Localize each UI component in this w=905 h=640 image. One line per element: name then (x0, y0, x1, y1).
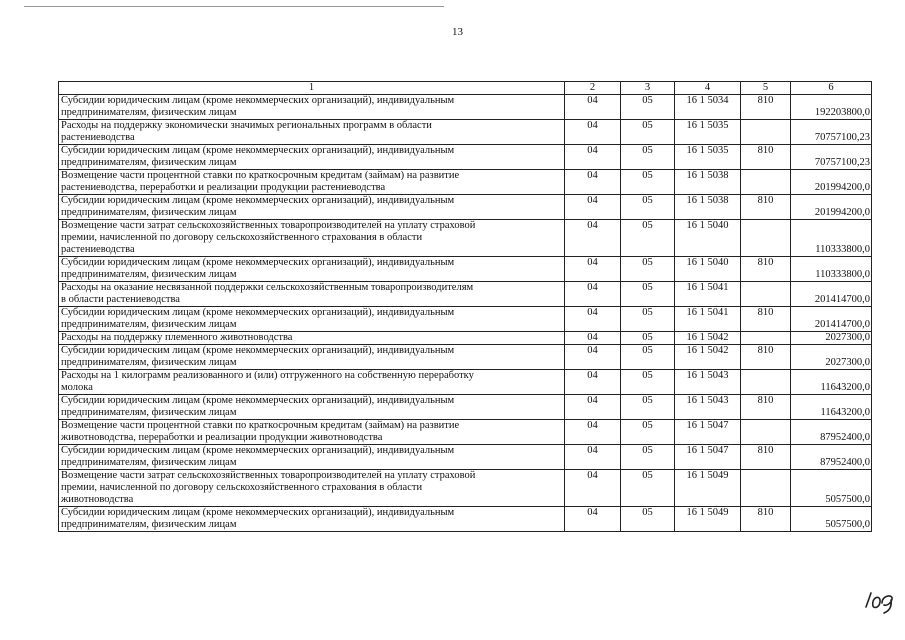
cell-subsection: 05 (621, 195, 675, 220)
header-col-1: 1 (59, 82, 565, 95)
table-row (59, 220, 872, 257)
cell-description: Субсидии юридическим лицам (кроме некоммерческих организаций), индивидуальным предпринимателям, физическим лицам (59, 395, 565, 420)
header-col-5: 5 (741, 82, 791, 95)
cell-target-article: 16 1 5047 (675, 420, 741, 445)
table-row (59, 345, 872, 370)
cell-description: Расходы на поддержку племенного животноводства (59, 332, 565, 345)
cell-description: Возмещение части процентной ставки по краткосрочным кредитам (займам) на развитие животноводства, переработки и реализации продукции животноводства (59, 420, 565, 445)
cell-expense-type: 810 (741, 345, 791, 370)
cell-subsection: 05 (621, 420, 675, 445)
page-number: 13 (452, 26, 463, 38)
table-row (59, 307, 872, 332)
cell-amount: 70757100,23 (791, 120, 872, 145)
cell-target-article: 16 1 5038 (675, 170, 741, 195)
cell-expense-type: 810 (741, 195, 791, 220)
table-row (59, 170, 872, 195)
cell-expense-type: 810 (741, 507, 791, 532)
cell-target-article: 16 1 5035 (675, 120, 741, 145)
cell-description: Субсидии юридическим лицам (кроме некоммерческих организаций), индивидуальным предпринимателям, физическим лицам (59, 195, 565, 220)
cell-section: 04 (565, 120, 621, 145)
cell-amount: 70757100,23 (791, 145, 872, 170)
cell-section: 04 (565, 145, 621, 170)
table-row (59, 395, 872, 420)
cell-amount: 11643200,0 (791, 395, 872, 420)
cell-description: Субсидии юридическим лицам (кроме некоммерческих организаций), индивидуальным предпринимателям, физическим лицам (59, 345, 565, 370)
cell-description: Расходы на 1 килограмм реализованного и (или) отгруженного на собственную переработку молока (59, 370, 565, 395)
cell-target-article: 16 1 5041 (675, 282, 741, 307)
table-body (59, 95, 872, 532)
budget-table (58, 81, 872, 532)
cell-subsection: 05 (621, 120, 675, 145)
cell-description: Расходы на оказание несвязанной поддержки сельскохозяйственным товаропроизводителям в области растениеводства (59, 282, 565, 307)
header-col-4: 4 (675, 82, 741, 95)
cell-description: Субсидии юридическим лицам (кроме некоммерческих организаций), индивидуальным предпринимателям, физическим лицам (59, 95, 565, 120)
cell-amount: 201414700,0 (791, 282, 872, 307)
cell-expense-type (741, 370, 791, 395)
cell-expense-type (741, 220, 791, 257)
cell-expense-type: 810 (741, 395, 791, 420)
cell-subsection: 05 (621, 507, 675, 532)
cell-amount: 192203800,0 (791, 95, 872, 120)
cell-description: Возмещение части процентной ставки по краткосрочным кредитам (займам) на развитие растениеводства, переработки и реализации продукции растениеводства (59, 170, 565, 195)
cell-subsection: 05 (621, 307, 675, 332)
cell-target-article: 16 1 5047 (675, 445, 741, 470)
cell-subsection: 05 (621, 370, 675, 395)
cell-expense-type: 810 (741, 95, 791, 120)
cell-expense-type (741, 120, 791, 145)
cell-target-article: 16 1 5040 (675, 257, 741, 282)
cell-amount: 201414700,0 (791, 307, 872, 332)
cell-amount: 2027300,0 (791, 345, 872, 370)
cell-description: Возмещение части затрат сельскохозяйственных товаропроизводителей на уплату страховой премии, начисленной по договору сельскохозяйственного страхования в области животноводства (59, 470, 565, 507)
cell-expense-type: 810 (741, 445, 791, 470)
cell-section: 04 (565, 307, 621, 332)
top-rule (24, 6, 444, 7)
cell-section: 04 (565, 332, 621, 345)
cell-target-article: 16 1 5043 (675, 370, 741, 395)
cell-expense-type: 810 (741, 257, 791, 282)
cell-subsection: 05 (621, 345, 675, 370)
cell-expense-type (741, 282, 791, 307)
cell-section: 04 (565, 395, 621, 420)
cell-expense-type (741, 170, 791, 195)
cell-amount: 87952400,0 (791, 445, 872, 470)
cell-section: 04 (565, 470, 621, 507)
cell-description: Субсидии юридическим лицам (кроме некоммерческих организаций), индивидуальным предпринимателям, физическим лицам (59, 507, 565, 532)
table-row (59, 195, 872, 220)
table-row (59, 95, 872, 120)
table-row (59, 507, 872, 532)
cell-subsection: 05 (621, 170, 675, 195)
cell-target-article: 16 1 5040 (675, 220, 741, 257)
cell-amount: 2027300,0 (791, 332, 872, 345)
table-row (59, 145, 872, 170)
table-row (59, 445, 872, 470)
cell-section: 04 (565, 282, 621, 307)
cell-target-article: 16 1 5049 (675, 470, 741, 507)
cell-section: 04 (565, 220, 621, 257)
cell-section: 04 (565, 445, 621, 470)
header-col-3: 3 (621, 82, 675, 95)
cell-subsection: 05 (621, 257, 675, 282)
cell-amount: 201994200,0 (791, 170, 872, 195)
cell-subsection: 05 (621, 145, 675, 170)
table-row (59, 470, 872, 507)
cell-section: 04 (565, 257, 621, 282)
cell-section: 04 (565, 420, 621, 445)
cell-description: Субсидии юридическим лицам (кроме некоммерческих организаций), индивидуальным предпринимателям, физическим лицам (59, 145, 565, 170)
cell-description: Субсидии юридическим лицам (кроме некоммерческих организаций), индивидуальным предпринимателям, физическим лицам (59, 257, 565, 282)
cell-subsection: 05 (621, 332, 675, 345)
cell-subsection: 05 (621, 95, 675, 120)
cell-expense-type (741, 332, 791, 345)
cell-amount: 5057500,0 (791, 507, 872, 532)
table-row (59, 120, 872, 145)
table-row (59, 420, 872, 445)
table-row (59, 282, 872, 307)
cell-target-article: 16 1 5043 (675, 395, 741, 420)
cell-target-article: 16 1 5038 (675, 195, 741, 220)
cell-target-article: 16 1 5042 (675, 345, 741, 370)
cell-section: 04 (565, 345, 621, 370)
cell-target-article: 16 1 5035 (675, 145, 741, 170)
cell-subsection: 05 (621, 470, 675, 507)
header-row (59, 82, 872, 95)
cell-section: 04 (565, 370, 621, 395)
cell-target-article: 16 1 5041 (675, 307, 741, 332)
cell-description: Субсидии юридическим лицам (кроме некоммерческих организаций), индивидуальным предпринимателям, физическим лицам (59, 307, 565, 332)
table-row (59, 370, 872, 395)
cell-section: 04 (565, 170, 621, 195)
cell-section: 04 (565, 95, 621, 120)
cell-expense-type: 810 (741, 145, 791, 170)
cell-amount: 110333800,0 (791, 220, 872, 257)
cell-description: Возмещение части затрат сельскохозяйственных товаропроизводителей на уплату страховой премии, начисленной по договору сельскохозяйственного страхования в области растениеводства (59, 220, 565, 257)
cell-subsection: 05 (621, 445, 675, 470)
cell-subsection: 05 (621, 395, 675, 420)
header-col-2: 2 (565, 82, 621, 95)
cell-description: Субсидии юридическим лицам (кроме некоммерческих организаций), индивидуальным предпринимателям, физическим лицам (59, 445, 565, 470)
cell-description: Расходы на поддержку экономически значимых региональных программ в области растениеводства (59, 120, 565, 145)
cell-amount: 110333800,0 (791, 257, 872, 282)
cell-section: 04 (565, 507, 621, 532)
handwritten-page-number (862, 585, 898, 615)
cell-subsection: 05 (621, 282, 675, 307)
cell-target-article: 16 1 5049 (675, 507, 741, 532)
table-row (59, 257, 872, 282)
table-row (59, 332, 872, 345)
cell-target-article: 16 1 5034 (675, 95, 741, 120)
cell-target-article: 16 1 5042 (675, 332, 741, 345)
cell-expense-type (741, 420, 791, 445)
cell-expense-type: 810 (741, 307, 791, 332)
cell-subsection: 05 (621, 220, 675, 257)
cell-amount: 5057500,0 (791, 470, 872, 507)
cell-section: 04 (565, 195, 621, 220)
cell-expense-type (741, 470, 791, 507)
cell-amount: 87952400,0 (791, 420, 872, 445)
cell-amount: 201994200,0 (791, 195, 872, 220)
cell-amount: 11643200,0 (791, 370, 872, 395)
header-col-6: 6 (791, 82, 872, 95)
